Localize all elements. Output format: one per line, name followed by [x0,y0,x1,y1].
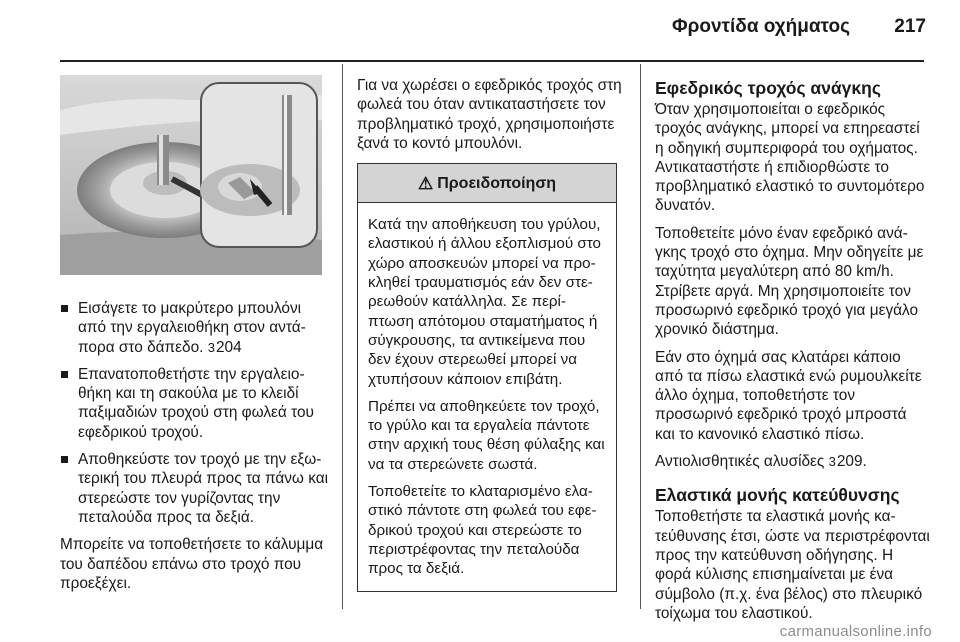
paragraph: Μπορείτε να τοποθετήσετε το κάλυμμα του δαπέδου επάνω στο τροχό που προεξέχει. [60,536,324,592]
spare-wheel-bolt-icon [60,75,322,275]
watermark: carmanualsonline.info [779,623,932,640]
list-item: Αποθηκεύστε τον τροχό με την εξωτερική του πλευρά προς τα πάνω και στερεώστε τον γυρίζοντας την πεταλούδα προς τα δεξιά. [60,450,330,527]
reference-arrow-icon: 3 [207,339,215,355]
warning-header [358,164,616,203]
reference-arrow-icon: 3 [828,454,836,470]
spare-wheel-figure [60,75,322,275]
cross-reference[interactable]: 3209. [828,453,867,471]
right-column [655,78,930,631]
paragraph: Για να χωρέσει ο εφεδρικός τροχός στη φωλεά του όταν αντικαταστήσετε τον προβληματικό τροχό, χρησιμοποιήστε ξανά το κοντό μπουλόνι. [357,77,622,152]
paragraph: Όταν χρησιμοποιείται ο εφεδρικός τροχός ανάγκης, μπορεί να επηρεαστεί η οδηγική συμπεριφορά του οχήματος. Αντικαταστήστε ή επιδιορθώστε το προβληματικό ελαστικό το συντομότερο δυνατόν. [655,101,925,215]
middle-column [357,76,627,592]
list-item: Επανατοποθετήστε την εργαλειοθήκη και τη σακούλα με το κλειδί παξιμαδιών τροχού στη φωλεά του εφεδρικού τροχού. [60,365,330,442]
warning-paragraph: Κατά την αποθήκευση του γρύλου, ελαστικού ή άλλου εξοπλισμού στο χώρο αποσκευών μπορεί να προκληθεί τραυματισμός εάν δεν στερεωθούν κατάλληλα. Σε περίπτωση απότομου σταματήματος ή σύγκρουσης, τα αντικείμενα που δεν έχουν στερεωθεί μπορεί να χτυπήσουν κάποιον επιβάτη. [368,216,601,388]
warning-title: Προειδοποίηση [437,174,557,192]
instruction-list [60,299,330,527]
section-heading: Εφεδρικός τροχός ανάγκης [655,78,881,98]
paragraph: Τοποθετήστε τα ελαστικά μονής κατεύθυνσης έτσι, ώστε να περιστρέφονται προς την κατεύθυνση οδήγησης. Η φορά κύλισης επισημαίνεται με ένα σύμβολο (π.χ. ένα βέλος) στο πλευρικό τοίχωμα του ελαστικού. [655,508,930,622]
section-heading: Ελαστικά μονής κατεύθυνσης [655,485,900,506]
cross-reference[interactable]: 3204 [207,338,242,356]
warning-body [358,203,616,590]
warning-paragraph: Τοποθετείτε το κλαταρισμένο ελαστικό πάντοτε στη φωλεά του εφεδρικού τροχού και στερεώστε το περιστρέφοντας την πεταλούδα προς τα δεξιά. [368,483,597,578]
list-item: Εισάγετε το μακρύτερο μπουλόνι από την εργαλειοθήκη στον αντάπορα στο δάπεδο. 3204 [60,299,330,357]
page-title: Φροντίδα οχήματος [672,16,850,37]
left-column [60,299,330,601]
column-divider-2 [640,64,641,609]
column-divider-1 [342,64,343,609]
warning-box [357,163,617,591]
page-number: 217 [894,16,926,37]
paragraph: Αντιολισθητικές αλυσίδες 3209. [655,453,867,471]
paragraph: Εάν στο όχημά σας κλατάρει κάποιο από τα πίσω ελαστικά ενώ ρυμουλκείτε άλλο όχημα, τοποθετήστε τον προσωρινό εφεδρικό τροχό μπροστά και το κανονικό ελαστικό πίσω. [655,348,922,443]
warning-triangle-icon: ⚠ [417,173,434,193]
warning-paragraph: Πρέπει να αποθηκεύετε τον τροχό, το γρύλο και τα εργαλεία πάντοτε στην αρχική τους θέση φύλαξης και να τα στερεώνετε σωστά. [368,397,605,473]
paragraph: Τοποθετείτε μόνο έναν εφεδρικό ανάγκης τροχό στο όχημα. Μην οδηγείτε με ταχύτητα μεγαλύτερη από 80 km/h. Στρίβετε αργά. Μη χρησιμοποιείτε τον προσωρινό εφεδρικό τροχό για μεγάλο χρονικό διάστημα. [655,224,924,339]
header-rule [60,60,924,62]
